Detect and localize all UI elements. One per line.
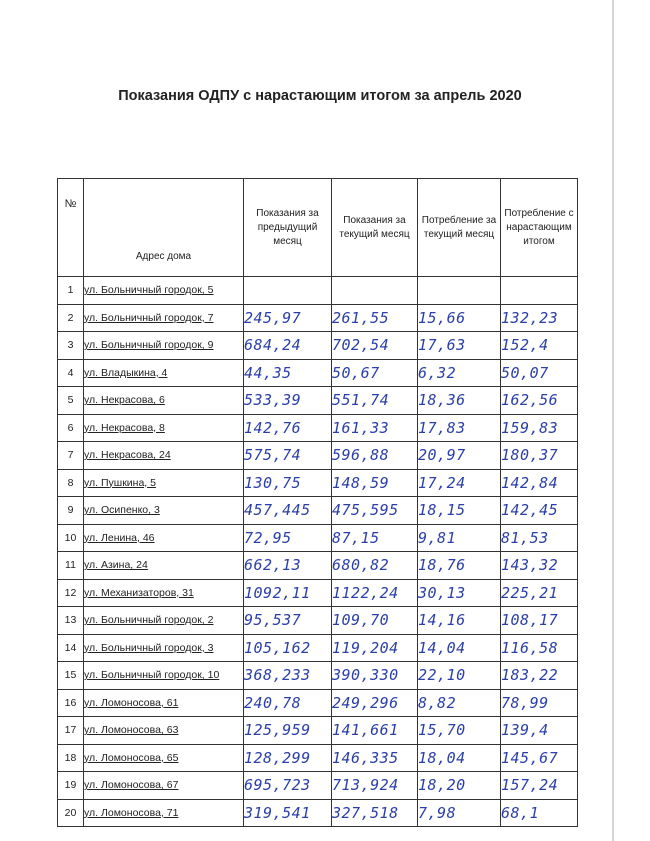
row-number: 1 [58,277,84,305]
table-row [58,662,578,690]
row-number: 4 [58,359,84,387]
cumulative-consumption: 183,22 [501,662,578,690]
table-row [58,359,578,387]
current-reading: 551,74 [332,387,418,415]
current-reading: 596,88 [332,442,418,470]
row-number: 5 [58,387,84,415]
monthly-consumption: 18,15 [418,497,501,525]
monthly-consumption: 18,36 [418,387,501,415]
previous-reading: 95,537 [244,607,332,635]
row-number: 2 [58,304,84,332]
house-address: ул. Ломоносова, 71 [84,799,244,827]
row-number: 7 [58,442,84,470]
monthly-consumption: 9,81 [418,524,501,552]
table-row [58,634,578,662]
cumulative-consumption: 142,84 [501,469,578,497]
house-address: ул. Некрасова, 6 [84,387,244,415]
house-address: ул. Больничный городок, 3 [84,634,244,662]
header-address: Адрес дома [84,179,244,277]
previous-reading: 240,78 [244,689,332,717]
monthly-consumption: 30,13 [418,579,501,607]
row-number: 3 [58,332,84,360]
row-number: 17 [58,717,84,745]
monthly-consumption: 15,70 [418,717,501,745]
monthly-consumption: 6,32 [418,359,501,387]
table-row [58,772,578,800]
cumulative-consumption: 143,32 [501,552,578,580]
row-number: 12 [58,579,84,607]
monthly-consumption: 17,63 [418,332,501,360]
cumulative-consumption [501,277,578,305]
house-address: ул. Пушкина, 5 [84,469,244,497]
previous-reading: 1092,11 [244,579,332,607]
cumulative-consumption: 81,53 [501,524,578,552]
table-row [58,497,578,525]
house-address: ул. Некрасова, 24 [84,442,244,470]
previous-reading: 128,299 [244,744,332,772]
row-number: 16 [58,689,84,717]
current-reading: 475,595 [332,497,418,525]
house-address: ул. Ломоносова, 65 [84,744,244,772]
monthly-consumption: 17,83 [418,414,501,442]
current-reading: 249,296 [332,689,418,717]
current-reading: 161,33 [332,414,418,442]
table-row [58,304,578,332]
table-row [58,469,578,497]
table-row [58,277,578,305]
row-number: 8 [58,469,84,497]
header-cumulative-consumption: Потребление с нарастающим итогом [501,179,578,277]
previous-reading: 684,24 [244,332,332,360]
current-reading [332,277,418,305]
house-address: ул. Некрасова, 8 [84,414,244,442]
cumulative-consumption: 180,37 [501,442,578,470]
previous-reading: 142,76 [244,414,332,442]
previous-reading: 105,162 [244,634,332,662]
house-address: ул. Азина, 24 [84,552,244,580]
row-number: 15 [58,662,84,690]
house-address: ул. Больничный городок, 2 [84,607,244,635]
house-address: ул. Осипенко, 3 [84,497,244,525]
previous-reading: 72,95 [244,524,332,552]
house-address: ул. Ломоносова, 67 [84,772,244,800]
cumulative-consumption: 132,23 [501,304,578,332]
house-address: ул. Ломоносова, 61 [84,689,244,717]
house-address: ул. Ленина, 46 [84,524,244,552]
monthly-consumption: 22,10 [418,662,501,690]
cumulative-consumption: 159,83 [501,414,578,442]
table-row [58,552,578,580]
current-reading: 87,15 [332,524,418,552]
current-reading: 390,330 [332,662,418,690]
scan-edge-line [612,0,614,841]
current-reading: 148,59 [332,469,418,497]
table-header-row [58,179,578,277]
monthly-consumption: 15,66 [418,304,501,332]
cumulative-consumption: 78,99 [501,689,578,717]
document-title: Показания ОДПУ с нарастающим итогом за апрель 2020 [118,88,522,104]
row-number: 18 [58,744,84,772]
previous-reading: 695,723 [244,772,332,800]
current-reading: 146,335 [332,744,418,772]
house-address: ул. Механизаторов, 31 [84,579,244,607]
header-current-reading: Показания за текущий месяц [332,179,418,277]
previous-reading: 319,541 [244,799,332,827]
table-row [58,442,578,470]
table-row [58,607,578,635]
table-row [58,799,578,827]
previous-reading [244,277,332,305]
header-previous-reading: Показания за предыдущий месяц [244,179,332,277]
cumulative-consumption: 152,4 [501,332,578,360]
current-reading: 327,518 [332,799,418,827]
current-reading: 1122,24 [332,579,418,607]
table-row [58,579,578,607]
monthly-consumption: 18,04 [418,744,501,772]
cumulative-consumption: 142,45 [501,497,578,525]
monthly-consumption: 14,16 [418,607,501,635]
table-row [58,524,578,552]
current-reading: 680,82 [332,552,418,580]
current-reading: 713,924 [332,772,418,800]
previous-reading: 368,233 [244,662,332,690]
current-reading: 141,661 [332,717,418,745]
cumulative-consumption: 108,17 [501,607,578,635]
header-monthly-consumption: Потребление за текущий месяц [418,179,501,277]
row-number: 14 [58,634,84,662]
current-reading: 261,55 [332,304,418,332]
cumulative-consumption: 225,21 [501,579,578,607]
row-number: 9 [58,497,84,525]
table-row [58,717,578,745]
house-address: ул. Больничный городок, 5 [84,277,244,305]
row-number: 6 [58,414,84,442]
previous-reading: 457,445 [244,497,332,525]
table-row [58,744,578,772]
monthly-consumption [418,277,501,305]
monthly-consumption: 18,76 [418,552,501,580]
previous-reading: 245,97 [244,304,332,332]
house-address: ул. Ломоносова, 63 [84,717,244,745]
monthly-consumption: 18,20 [418,772,501,800]
row-number: 19 [58,772,84,800]
monthly-consumption: 7,98 [418,799,501,827]
previous-reading: 125,959 [244,717,332,745]
previous-reading: 662,13 [244,552,332,580]
house-address: ул. Владыкина, 4 [84,359,244,387]
row-number: 10 [58,524,84,552]
cumulative-consumption: 50,07 [501,359,578,387]
previous-reading: 130,75 [244,469,332,497]
cumulative-consumption: 68,1 [501,799,578,827]
house-address: ул. Больничный городок, 9 [84,332,244,360]
odpu-readings-table [57,178,578,827]
current-reading: 50,67 [332,359,418,387]
previous-reading: 44,35 [244,359,332,387]
header-number: № [58,179,84,277]
table-row [58,414,578,442]
previous-reading: 575,74 [244,442,332,470]
previous-reading: 533,39 [244,387,332,415]
row-number: 11 [58,552,84,580]
current-reading: 702,54 [332,332,418,360]
cumulative-consumption: 145,67 [501,744,578,772]
row-number: 20 [58,799,84,827]
table-row [58,387,578,415]
cumulative-consumption: 157,24 [501,772,578,800]
row-number: 13 [58,607,84,635]
cumulative-consumption: 139,4 [501,717,578,745]
cumulative-consumption: 162,56 [501,387,578,415]
current-reading: 109,70 [332,607,418,635]
current-reading: 119,204 [332,634,418,662]
monthly-consumption: 17,24 [418,469,501,497]
monthly-consumption: 20,97 [418,442,501,470]
house-address: ул. Больничный городок, 7 [84,304,244,332]
monthly-consumption: 14,04 [418,634,501,662]
table-row [58,689,578,717]
cumulative-consumption: 116,58 [501,634,578,662]
table-row [58,332,578,360]
monthly-consumption: 8,82 [418,689,501,717]
house-address: ул. Больничный городок, 10 [84,662,244,690]
